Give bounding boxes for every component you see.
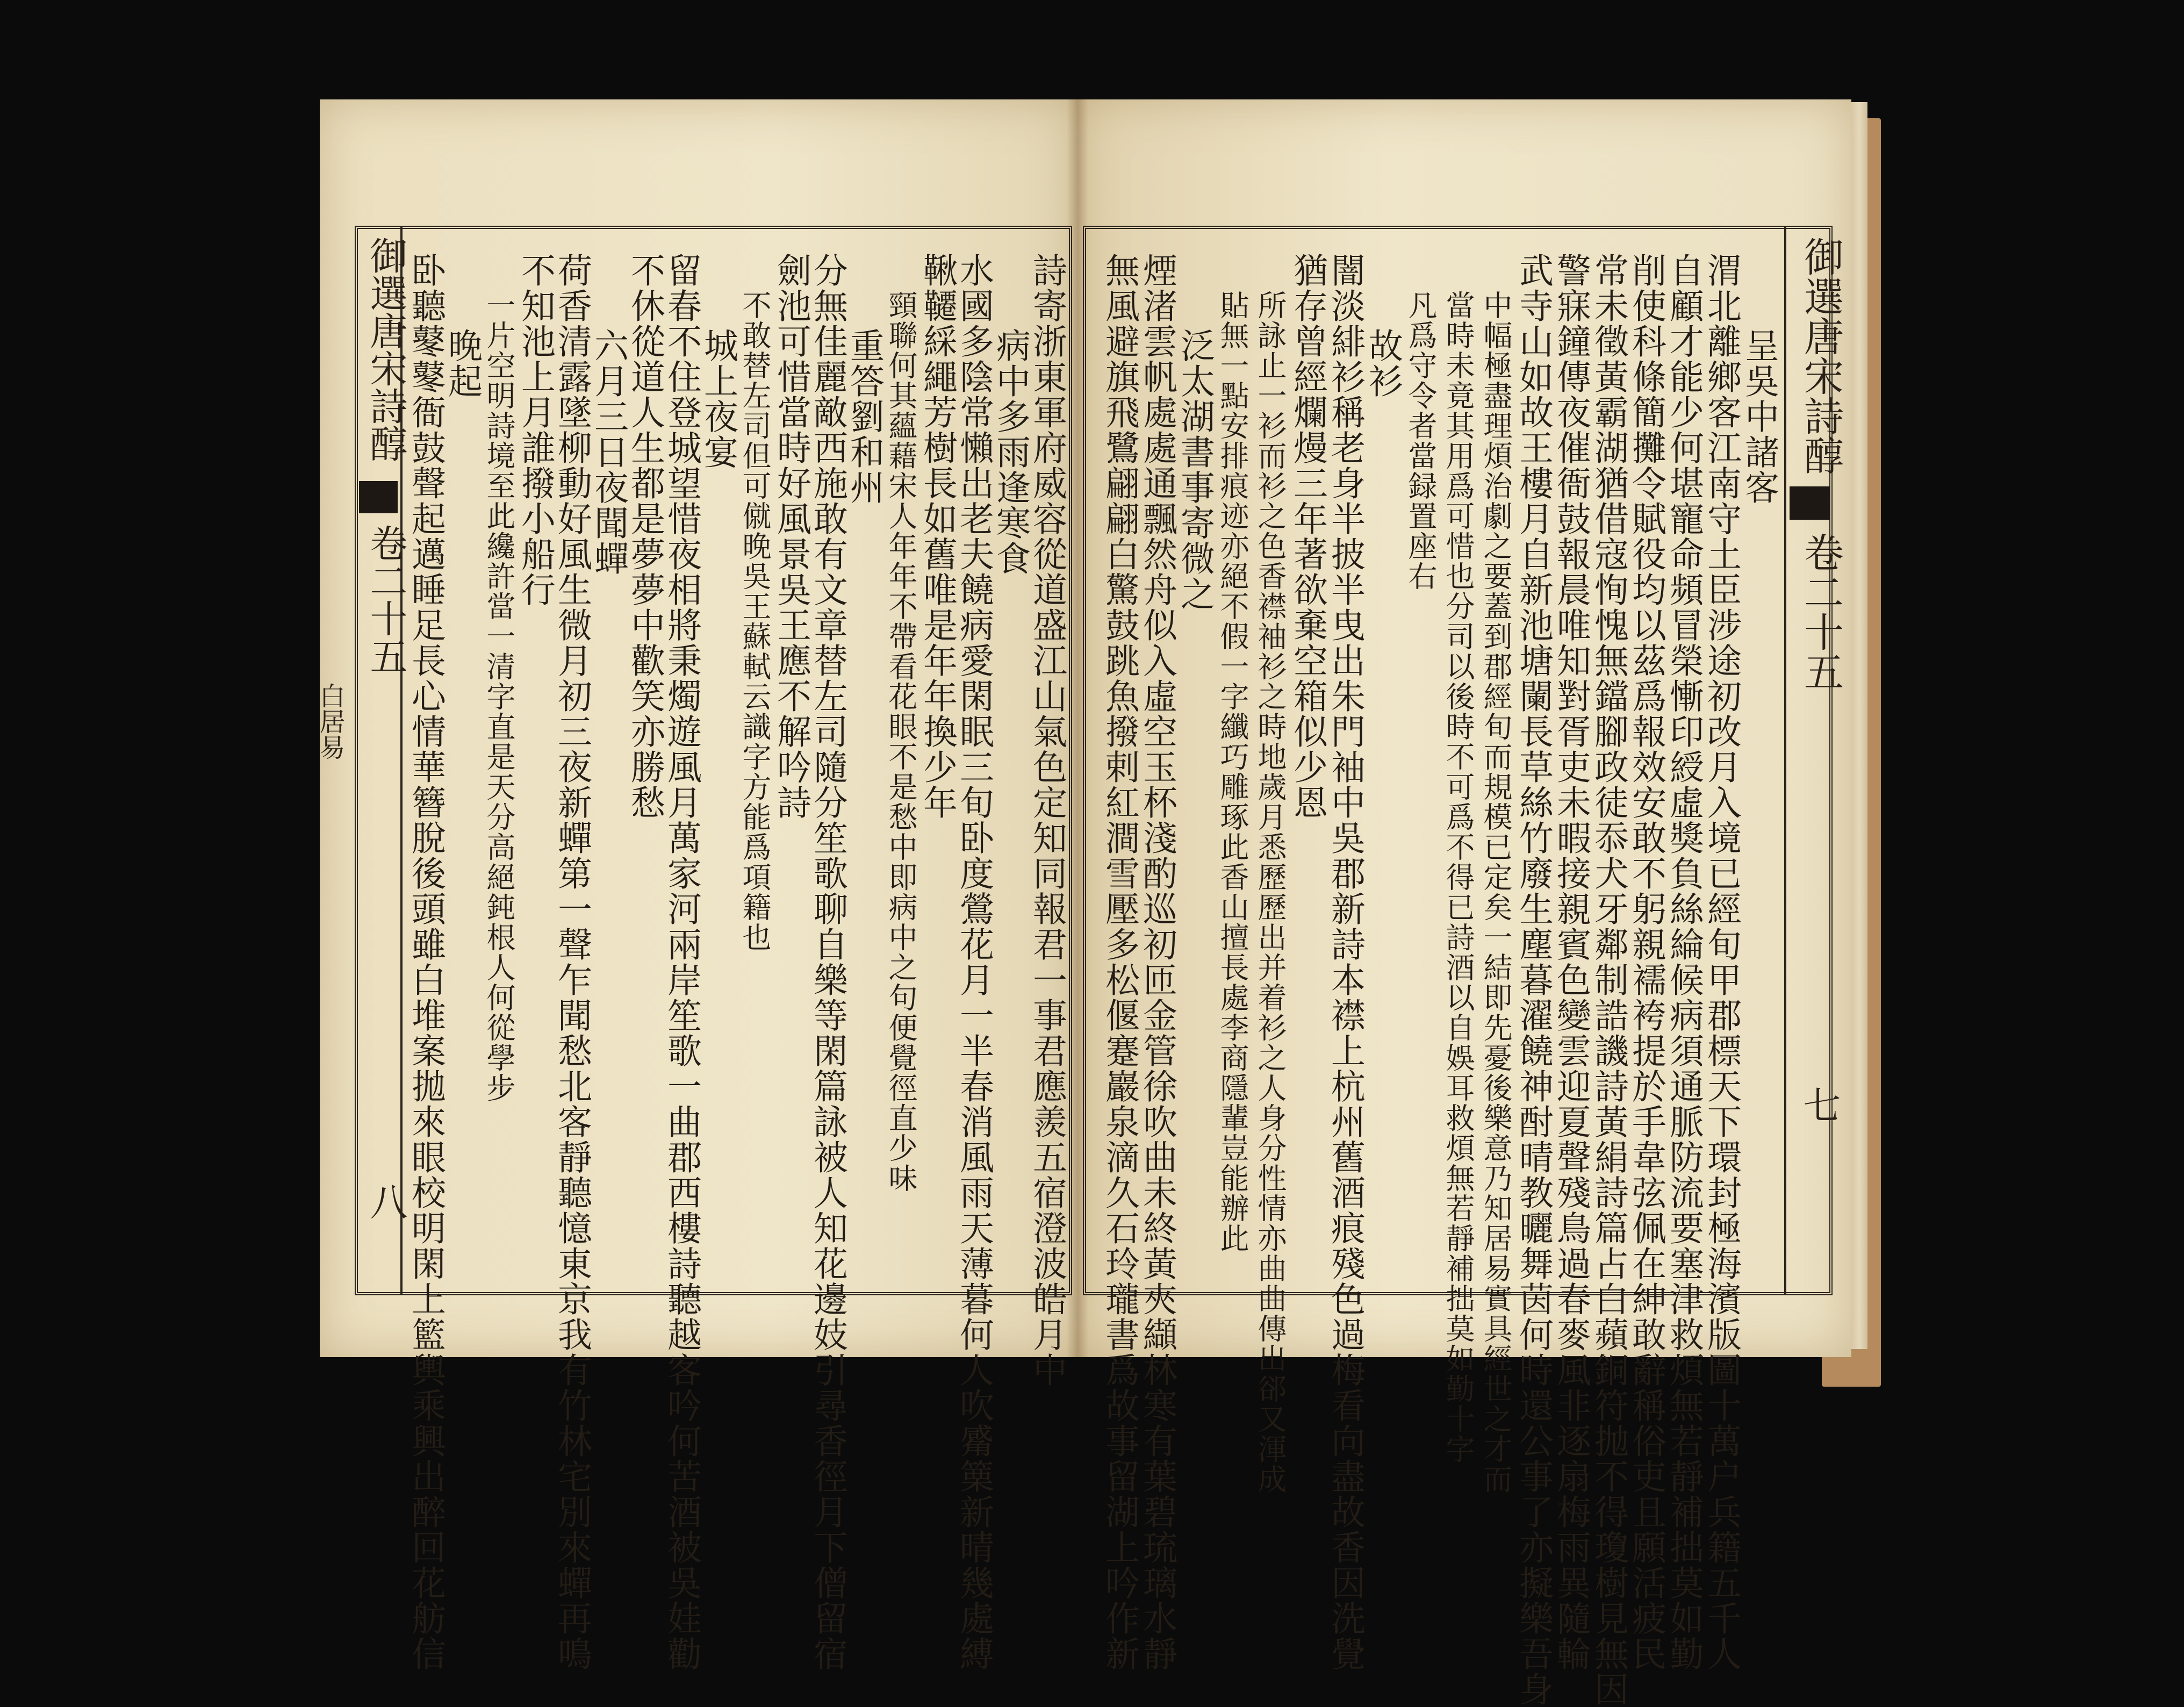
text-column: 重答劉和州 (844, 328, 884, 505)
text-column: 詩寄浙東軍府威容從道盛江山氣色定知同報君一事君應羨五宿澄波皓月中 (1027, 253, 1067, 1388)
text-column: 不知池上月誰撥小船行 (515, 253, 555, 607)
text-column: 煙渚雲帆處處通飄然舟似入虛空玉杯淺酌巡初匝金管徐吹曲未終黃夾纈林寒有葉碧琉璃水靜 (1137, 253, 1177, 1672)
right-fishtail-mark (1790, 486, 1830, 520)
text-column: 泛太湖書事寄微之 (1175, 328, 1215, 612)
text-column: 不休從道人生都是夢夢中歡笑亦勝愁 (625, 253, 665, 820)
text-column: 晚起 (442, 328, 482, 399)
text-column: 故衫 (1363, 328, 1403, 399)
right-margin-volume: 卷二十五 (1798, 532, 1844, 691)
text-column: 武寺山如故王樓月自新池塘闌長草絲竹廢生塵暮濯饒神酎晴教曬舞茵何時還公事了亦擬樂吾身 (1513, 253, 1553, 1707)
text-column: 當時未竟其用爲可惜也分司以後時不可爲不得已詩酒以自娛耳救煩無若靜補拙莫如勤十字 (1441, 290, 1475, 1464)
text-column: 貼無一點安排痕迹亦絕不假一字纖巧雕琢此香山擅長處李商隱輩豈能辦此 (1216, 290, 1249, 1253)
left-margin-book-title: 御選唐宋詩醇 (364, 236, 408, 462)
text-column: 荷香清露墜柳動好風生微月初三夜新蟬第一聲乍聞愁北客靜聽憶東京我有竹林宅別來蟬再鳴 (552, 253, 592, 1672)
left-fishtail-mark (359, 481, 398, 513)
right-margin-book-title: 御選唐宋詩醇 (1798, 236, 1844, 475)
text-column: 凡爲守令者當録置座右 (1404, 290, 1438, 591)
text-column: 猶存曾經爛熳三年著欲棄空箱似少恩 (1288, 253, 1327, 820)
text-column: 卧聽鼕鼕衙鼓聲起邁睡足長心情華簪脫後頭雖白堆案拋來眼校明閑上籃輿乘興出醉回花舫信 (406, 253, 446, 1672)
text-column: 不敢替左司但可僦晚吳王蘇軾云識字方能爲項籍也 (738, 290, 772, 952)
text-column: 常未徵黃霸湖猶借寇恂愧無鐺腳政徒忝犬牙鄰制誥譏詩黃絹詩篇占白蘋銅符抛不得瓊樹見無因 (1589, 253, 1628, 1707)
text-column: 病中多雨逢寒食 (990, 328, 1030, 576)
text-column: 城上夜宴 (698, 328, 738, 470)
text-column: 削使科條簡攤令賦役均以茲爲報效安敢不躬親襦袴提於手韋弦佩在紳敢辭稱俗吏且願活疲民 (1626, 253, 1666, 1672)
left-margin-author: 白居易 (315, 683, 345, 760)
text-column: 中幅極盡理煩治劇之要蓋到郡經旬而規模已定矣一結即先憂後樂意乃知居易實具經世之才而 (1479, 290, 1513, 1494)
text-column: 劍池可惜當時好風景吳王應不解吟詩 (771, 253, 811, 820)
text-column: 六月三日夜聞蟬 (588, 328, 628, 576)
left-margin-leaf: 八 (364, 1182, 408, 1220)
text-column: 所詠止一衫而衫之色香襟袖衫之時地歲月悉歷歷出并着衫之人身分性情亦曲曲傳出郤又渾成 (1253, 290, 1287, 1494)
text-column: 渭北離鄉客江南守土臣涉途初改月入境已經旬甲郡標天下環封極海濱版圖十萬户兵籍五千人 (1701, 253, 1741, 1672)
text-column: 水國多陰常懶出老夫饒病愛閑眠三旬卧度鶯花月一半春消風雨天薄暮何人吹觱篥新晴幾處縛 (954, 253, 994, 1672)
text-column: 闇淡緋衫稱老身半披半曳出朱門袖中吳郡新詩本襟上杭州舊酒痕殘色過梅看向盡故香因洗覺 (1325, 253, 1365, 1672)
right-margin-leaf: 七 (1797, 1086, 1841, 1123)
text-column: 無風避旗飛鷺翩翩白驚鼓跳魚撥剌紅澗雪壓多松偃蹇巖泉滴久石玲瓏書爲故事留湖上吟作新 (1100, 253, 1139, 1672)
text-column: 頸聯何其蘊藉宋人年年不帶看花眼不是愁中即病中之句便覺徑直少味 (884, 290, 918, 1193)
right-margin-rule (1784, 226, 1786, 1295)
left-margin-volume: 卷二十五 (364, 524, 408, 675)
text-column: 自顧才能少何堪寵命頻冒榮慚印綬虛獎負絲綸候病須通脈防流要塞津救煩無若靜補拙莫如勤 (1664, 253, 1704, 1672)
text-column: 鞦韆綵繩芳樹長如舊唯是年年換少年 (917, 253, 957, 820)
text-column: 分無佳麗敵西施敢有文章替左司隨分笙歌聊自樂等閑篇詠被人知花邊妓引尋香徑月下僧留宿 (808, 253, 847, 1672)
text-column: 留春不住登城望惜夜相將秉燭遊風月萬家河兩岸笙歌一曲郡西樓詩聽越客吟何苦酒被吳娃勸 (662, 253, 701, 1672)
text-column: 警寐鐘傳夜催衙鼓報晨唯知對胥吏未暇接親賓色變雲迎夏聲殘鳥過春麥風非逐扇梅雨異隨輪 (1551, 253, 1591, 1672)
text-column: 呈吳中諸客 (1739, 328, 1779, 505)
text-column: 一片空明詩境至此纔許當一清字直是天分高絕鈍根人何從學步 (482, 290, 516, 1103)
